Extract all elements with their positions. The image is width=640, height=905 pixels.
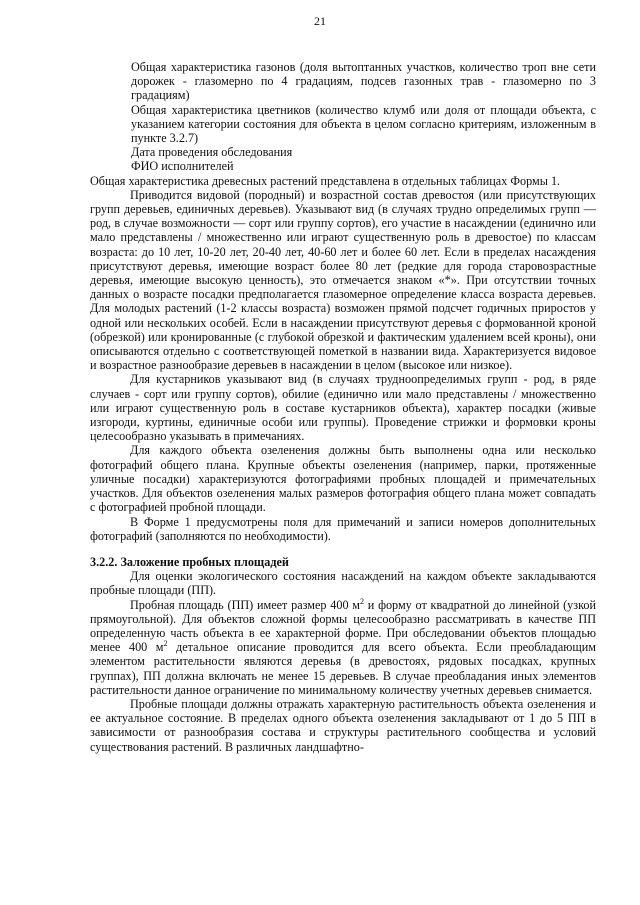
field-list bbox=[131, 60, 596, 174]
document-body bbox=[90, 60, 596, 754]
paragraph-photos: Для каждого объекта озеленения должны быть выполнены одна или несколько фотографий общего плана. Крупные объекты озеленения (например, парки, протяженные уличные посадки) характеризуются фотографиями пробных площадей и примечательных участков. Для объектов озеленения малых размеров фотография общего плана может совпадать с фотографией пробной площади. bbox=[90, 443, 596, 515]
paragraph-trees-intro: Общая характеристика древесных растений представлена в отдельных таблицах Формы 1. bbox=[90, 173, 561, 188]
page-number: 21 bbox=[314, 14, 326, 28]
paragraph-sample-plots-intro: Для оценки экологического состояния насаждений на каждом объекте закладываются пробные площади (ПП). bbox=[90, 569, 596, 598]
list-item-executors: ФИО исполнителей bbox=[131, 159, 234, 174]
list-item-survey-date: Дата проведения обследования bbox=[131, 145, 293, 160]
paragraph-sample-plots-count: Пробные площади должны отражать характерную растительность объекта озеленения и ее актуальное состояние. В пределах одного объекта озеленения закладывают от 1 до 5 ПП в зависимости от разнообразия состава и структуры растительного сообщества и условий существования растений. В различных ландшафтно- bbox=[90, 696, 596, 754]
text-segment: детальное описание проводится для всего объекта. Если преобладающим элементом растительности являются деревья (в древостоях, рядовых посадках, крупных группах), ПП должна включать не менее 15 деревьев. В случае преобладания иных элементов растительности данное ограничение по минимальному количеству учетных деревьев снимается. bbox=[90, 640, 596, 697]
list-item-lawns: Общая характеристика газонов (доля вытоптанных участков, количество троп вне сети дорожек - глазомерно по 4 градациям, подсев газонных трав - глазомерно по 3 градациям) bbox=[131, 60, 596, 103]
section-heading: 3.2.2. Заложение пробных площадей bbox=[90, 554, 289, 569]
paragraph-form-notes: В Форме 1 предусмотрены поля для примечаний и записи номеров дополнительных фотографий (заполняются по необходимости). bbox=[90, 514, 596, 543]
paragraph-sample-plot-size bbox=[90, 598, 596, 697]
list-item-flowerbeds: Общая характеристика цветников (количество клумб или доля от площади объекта, с указанием категории состояния для объекта в целом согласно критериям, изложенным в пункте 3.2.7) bbox=[131, 102, 596, 146]
superscript: 2 bbox=[163, 639, 168, 649]
superscript: 2 bbox=[360, 596, 365, 606]
paragraph-trees-composition: Приводится видовой (породный) и возрастной состав древостоя (или присутствующих групп деревьев, единичных деревьев). Указывают вид (в случаях трудно определимых групп — род, в случае возможности — сорт или группу сортов), его участие в насаждении (единично или мало представлены / множественно или играют существенную роль в древостое) по классам возраста: до 10 лет, 10-20 лет, 20-40 лет, 40-60 лет и более 60 лет. Если в пределах насаждения присутствуют деревья, имеющие возраст более 80 лет (редкие для города старовозрастные деревья, имеющие высокую ценность), это отмечается знаком «*». При отсутствии точных данных о возрасте посадки предполагается глазомерное определение класса возраста деревьев. Для молодых растений (1-2 классы возраста) возможен прямой подсчет годичных приростов у одной или нескольких особей. Если в насаждении присутствуют деревья с формованной кроной (обрезкой) или кронированные (с глубокой обрезкой и фактическим удалением всей кроны), они описываются отдельно с соответствующей пометкой в названии вида. Характеризуется видовое и возрастное разнообразие деревьев в насаждении в целом (высокое или низкое). bbox=[90, 187, 596, 373]
text-segment: Пробная площадь (ПП) имеет размер 400 м bbox=[130, 597, 361, 612]
text-segment: и форму от квадратной до линейной (узкой прямоугольной). Для объектов сложной формы целесообразно рассматривать в качестве ПП определенную часть объекта в ее характерной форме. При обследовании объектов площадью менее 400 м bbox=[90, 597, 596, 655]
paragraph-shrubs: Для кустарников указывают вид (в случаях трудноопределимых групп - род, в ряде случаев - сорт или группу сортов), обилие (единично или мало представлены / множественно или играют существенную роль в составе кустарников объекта), характер посадки (живые изгороди, куртины, единичные особи или группы). Проведение стрижки и формовки кроны целесообразно указывать в примечаниях. bbox=[90, 372, 596, 444]
